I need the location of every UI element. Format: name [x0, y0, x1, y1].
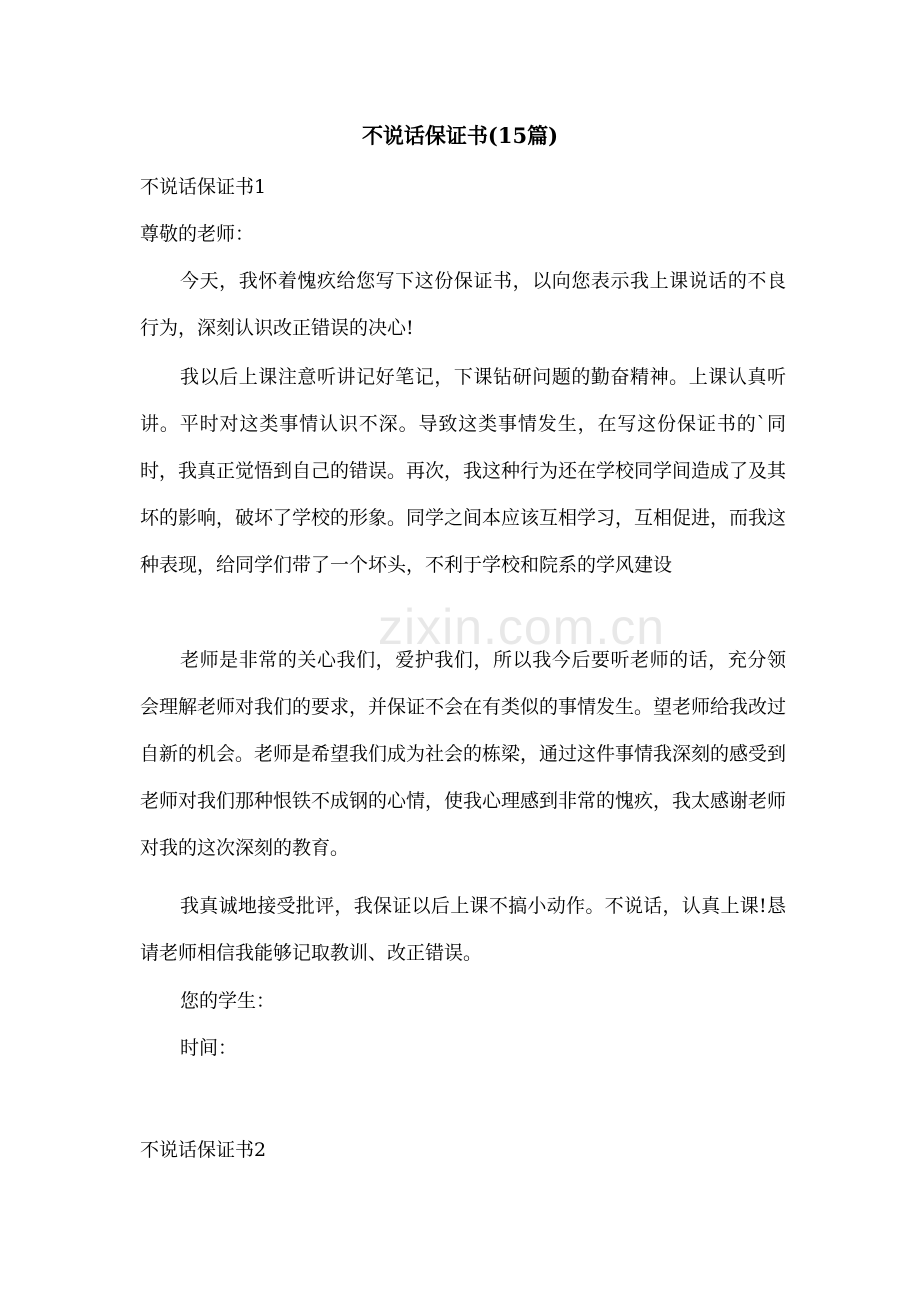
paragraph-4: 我真诚地接受批评，我保证以后上课不搞小动作。不说话，认真上课!恳请老师相信我能够记取教训、改正错误。: [140, 895, 786, 964]
paragraph-2: 我以后上课注意听讲记好笔记，下课钻研问题的勤奋精神。上课认真听讲。平时对这类事情认识不深。导致这类事情发生，在写这份保证书的`同时，我真正觉悟到自己的错误。再次，我这种行为还在学校同学间造成了及其坏的影响，破坏了学校的形象。同学之间本应该互相学习，互相促进，而我这种表现，给同学们带了一个坏头，不利于学校和院系的学风建设: [140, 366, 787, 576]
section-heading-2: 不说话保证书2: [140, 1139, 267, 1161]
document-title: 不说话保证书(15篇): [361, 123, 559, 148]
signature-student: 您的学生：: [180, 990, 276, 1012]
signature-time: 时间：: [180, 1037, 238, 1059]
paragraph-3: 老师是非常的关心我们，爱护我们，所以我今后要听老师的话，充分领会理解老师对我们的要求，并保证不会在有类似的事情发生。望老师给我改过自新的机会。老师是希望我们成为社会的栋梁，通过这件事情我深刻的感受到老师对我们那种恨铁不成钢的心情，使我心理感到非常的愧疚，我太感谢老师对我的这次深刻的教育。: [140, 649, 787, 859]
watermark: zixin.com.cn: [378, 599, 666, 655]
paragraph-1: 今天，我怀着愧疚给您写下这份保证书，以向您表示我上课说话的不良行为，深刻认识改正错误的决心!: [140, 270, 786, 339]
salutation: 尊敬的老师：: [140, 223, 255, 245]
section-heading-1: 不说话保证书1: [140, 176, 267, 198]
